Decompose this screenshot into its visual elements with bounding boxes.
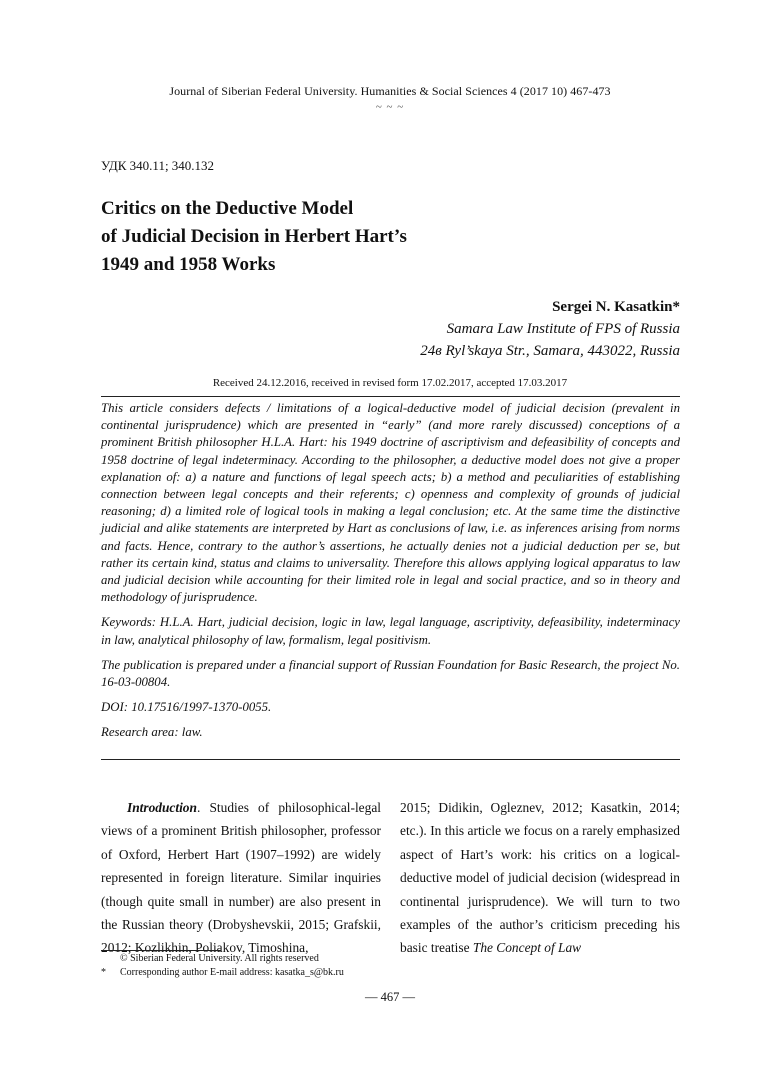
corresponding-email: Corresponding author E-mail address: kasatka_s@bk.ru: [120, 967, 344, 978]
author-name: Sergei N. Kasatkin*: [552, 299, 680, 315]
footnote-rule: [101, 950, 221, 951]
footnote-star: *: [101, 967, 106, 978]
journal-header: Journal of Siberian Federal University. Humanities & Social Sciences 4 (2017 10) 467-473: [169, 84, 611, 98]
received-dates: Received 24.12.2016, received in revised form 17.02.2017, accepted 17.03.2017: [212, 377, 568, 389]
abstract-block: [101, 400, 680, 750]
title-line: Critics on the Deductive Model: [101, 198, 354, 219]
body-text-left: . Studies of philosophical-legal views of a prominent British philosopher, professor of Oxford, Herbert Hart (1907–1992) are widely represented in foreign literature. Similar inquiries (though quite small in number) are also present in the Russian theory (Drobyshevskii, 2015; Grafskii, 2012; Kozlikhin, Poliakov, Timoshina,: [101, 800, 381, 956]
udk-code: УДК 340.11; 340.132: [101, 158, 215, 173]
funding-note: The publication is prepared under a financial support of Russian Foundation for Basic Research, the project No. 16-03-00804.: [101, 657, 680, 690]
abstract-top-rule: [101, 396, 680, 397]
body-column-left: [101, 796, 381, 960]
doi: DOI: 10.17516/1997-1370-0055.: [101, 700, 272, 715]
book-title: The Concept of Law: [472, 940, 582, 956]
author-affiliation: Samara Law Institute of FPS of Russia: [446, 321, 680, 337]
abstract-bottom-rule: [101, 759, 680, 760]
page-number: — 467 —: [365, 990, 415, 1004]
article-title: [101, 195, 521, 279]
header-ornament: ~ ~ ~: [375, 101, 405, 113]
keywords: Keywords: H.L.A. Hart, judicial decision, logic in law, legal language, ascriptivity, defeasibility, indeterminacy in law, analytical philosophy of law, formalism, legal positivism.: [101, 615, 680, 647]
intro-label: Introduction: [127, 800, 197, 815]
research-area: Research area: law.: [101, 725, 203, 740]
title-line: 1949 and 1958 Works: [101, 254, 276, 275]
body-text-right: 2015; Didikin, Ogleznev, 2012; Kasatkin, 2014; etc.). In this article we focus on a rarely emphasized aspect of Hart’s work: his critics on a logical-deductive model of judicial decision (widespread in continental jurisprudence). We will turn to two examples of the author’s criticism preceding his basic treatise: [400, 800, 680, 956]
copyright-footnote: © Siberian Federal University. All rights reserved: [120, 953, 319, 964]
author-address: 24в Ryl’skaya Str., Samara, 443022, Russia: [420, 343, 680, 359]
body-column-right: [400, 796, 680, 960]
corresponding-footnote: [101, 966, 344, 980]
abstract-text: This article considers defects / limitations of a logical-deductive model of judicial decision (prevalent in continental jurisprudence) which are presented in “early” (and more rarely discussed) conceptions of a prominent British philosopher H.L.A. Hart: his 1949 doctrine of ascriptivism and defeasibility of concepts and 1958 doctrine of legal indeterminacy. According to the philosopher, a deductive model does not give a proper explanation of: a) a nature and functions of legal speech acts; b) a method and peculiarities of establishing connection between legal concepts and their referents; c) openness and complexity of grounds of judicial reasoning; d) a limited role of logical tools in making a legal conclusion; etc. At the same time the distinctive judicial and alike statements are interpreted by Hart as conclusions of law, i.e. as inferences arising from norms and facts. Hence, contrary to the author’s assertions, he actually denies not a judicial deduction per se, but rather its certain kind, status and claims to universality. Therefore this allows applying logical apparatus to law and judicial decision while accounting for their limited role in legal and social practice, and so in theory and methodology of jurisprudence.: [101, 401, 680, 605]
author-block: [420, 296, 680, 362]
title-line: of Judicial Decision in Herbert Hart’s: [101, 226, 407, 247]
